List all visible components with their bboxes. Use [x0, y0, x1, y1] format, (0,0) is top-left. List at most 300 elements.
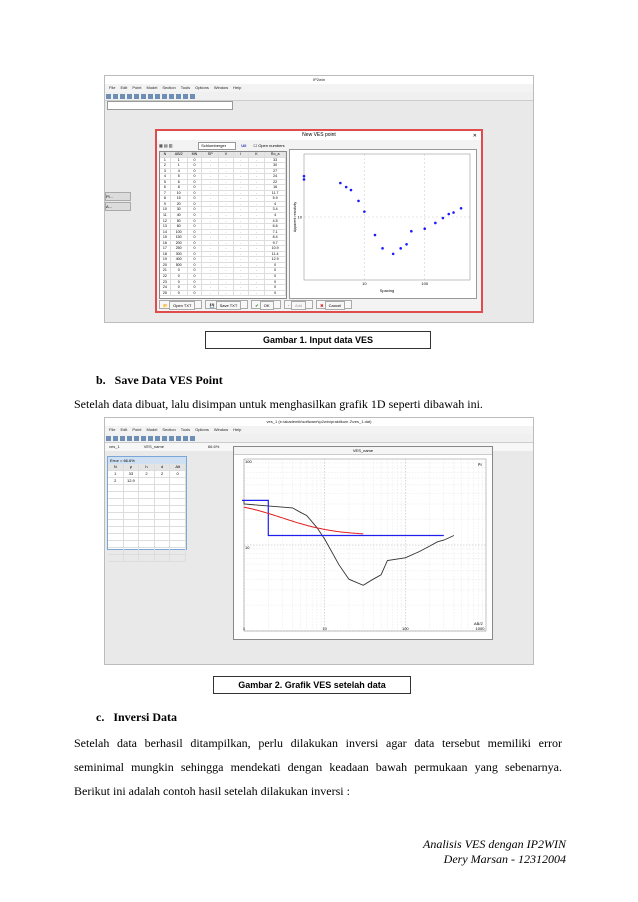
error-cell[interactable]: [155, 506, 171, 512]
error-empty-row[interactable]: [108, 555, 186, 562]
grid-cell[interactable]: .: [202, 280, 219, 285]
error-header-row[interactable]: [108, 464, 186, 471]
grid-cell[interactable]: .: [202, 158, 219, 163]
grid-cell[interactable]: .: [202, 191, 219, 196]
grid-cell[interactable]: .: [219, 158, 234, 163]
grid-cell[interactable]: .: [234, 257, 249, 262]
error-empty-row[interactable]: [108, 492, 186, 499]
grid-cell[interactable]: 100: [171, 230, 188, 235]
error-cell[interactable]: [155, 520, 171, 526]
error-cell[interactable]: [155, 499, 171, 505]
grid-cell[interactable]: 0: [188, 180, 203, 185]
grid-cell[interactable]: .: [202, 169, 219, 174]
print-icon[interactable]: [127, 436, 132, 441]
save-icon[interactable]: [120, 94, 125, 99]
grid-cell[interactable]: 0: [188, 246, 203, 251]
error-cell[interactable]: [170, 499, 186, 505]
grid-cell[interactable]: 0: [188, 268, 203, 273]
error-cell[interactable]: [108, 499, 124, 505]
close-icon[interactable]: ✕: [472, 133, 477, 139]
menu-point[interactable]: Point: [132, 85, 142, 90]
error-cell[interactable]: [170, 555, 186, 561]
error-cell[interactable]: [108, 527, 124, 533]
grid-cell[interactable]: .: [219, 191, 234, 196]
open-icon[interactable]: [113, 94, 118, 99]
new-icon[interactable]: [106, 94, 111, 99]
grid-cell[interactable]: .: [219, 180, 234, 185]
error-cell[interactable]: [124, 513, 140, 519]
grid-cell[interactable]: 60: [171, 224, 188, 229]
grid-cell[interactable]: .: [219, 235, 234, 240]
error-cell[interactable]: [170, 520, 186, 526]
menu-window-2[interactable]: Window: [213, 427, 229, 432]
error-cell[interactable]: [124, 520, 140, 526]
grid-cell[interactable]: 27: [265, 169, 286, 174]
plot-icon[interactable]: [155, 436, 160, 441]
grid-cell[interactable]: 0: [188, 280, 203, 285]
grid-cell[interactable]: 0: [171, 285, 188, 290]
grid-cell[interactable]: K: [249, 152, 266, 157]
grid-cell[interactable]: 17: [160, 246, 171, 251]
grid-cell[interactable]: .: [202, 263, 219, 268]
error-cell[interactable]: [170, 534, 186, 540]
error-cell[interactable]: 1: [108, 471, 124, 477]
grid-cell[interactable]: 30: [265, 163, 286, 168]
grid-cell[interactable]: .: [202, 246, 219, 251]
menu-file[interactable]: File: [109, 85, 116, 90]
grid-cell[interactable]: 22: [160, 274, 171, 279]
model-icon[interactable]: [162, 436, 167, 441]
error-empty-row[interactable]: [108, 527, 186, 534]
grid-cell[interactable]: .: [234, 246, 249, 251]
grid-cell[interactable]: 4.5: [265, 219, 286, 224]
array-type-select[interactable]: Schlumberger: [198, 142, 236, 150]
error-cell[interactable]: [108, 492, 124, 498]
grid-cell[interactable]: 0: [188, 158, 203, 163]
menu-section[interactable]: Section: [162, 85, 176, 90]
tab-ves-name[interactable]: VES_name: [143, 444, 164, 449]
grid-cell[interactable]: 6.6: [265, 224, 286, 229]
grid-cell[interactable]: .: [249, 246, 266, 251]
plot-icon[interactable]: [155, 94, 160, 99]
grid-cell[interactable]: 5.9: [265, 196, 286, 201]
grid-cell[interactable]: .: [249, 180, 266, 185]
open-numbers-checkbox[interactable]: ☐ Open numbers: [253, 143, 285, 148]
grid-cell[interactable]: 0: [265, 280, 286, 285]
error-cell[interactable]: [124, 492, 140, 498]
error-cell[interactable]: [139, 485, 155, 491]
error-cell[interactable]: 2: [155, 471, 171, 477]
grid-cell[interactable]: 5: [160, 180, 171, 185]
grid-cell[interactable]: 24: [160, 285, 171, 290]
grid-cell[interactable]: .: [234, 202, 249, 207]
grid-cell[interactable]: .: [234, 207, 249, 212]
grid-cell[interactable]: .: [234, 185, 249, 190]
error-row[interactable]: [108, 471, 186, 478]
menu-edit-2[interactable]: Edit: [120, 427, 128, 432]
error-cell[interactable]: [139, 520, 155, 526]
error-cell[interactable]: [155, 534, 171, 540]
grid-cell[interactable]: 13: [160, 224, 171, 229]
grid-cell[interactable]: .: [202, 285, 219, 290]
menu-section-2[interactable]: Section: [162, 427, 176, 432]
grid-cell[interactable]: 2: [160, 163, 171, 168]
grid-cell[interactable]: .: [219, 252, 234, 257]
error-cell[interactable]: [170, 478, 186, 484]
error-empty-row[interactable]: [108, 541, 186, 548]
grid-cell[interactable]: 0: [188, 191, 203, 196]
grid-cell[interactable]: 0: [188, 196, 203, 201]
grid-cell[interactable]: .: [219, 291, 234, 296]
error-cell[interactable]: [139, 527, 155, 533]
grid-cell[interactable]: .: [202, 213, 219, 218]
grid-cell[interactable]: 0: [188, 163, 203, 168]
menu-edit[interactable]: Edit: [120, 85, 128, 90]
error-cell[interactable]: 33: [124, 471, 140, 477]
error-cell[interactable]: [108, 555, 124, 561]
cut-icon[interactable]: [134, 436, 139, 441]
grid-cell[interactable]: .: [249, 185, 266, 190]
grid-cell[interactable]: .: [219, 285, 234, 290]
grid-cell[interactable]: 150: [171, 235, 188, 240]
error-empty-row[interactable]: [108, 513, 186, 520]
grid-cell[interactable]: 0: [188, 207, 203, 212]
grid-cell[interactable]: 11: [160, 213, 171, 218]
grid-cell[interactable]: Ro_a: [265, 152, 286, 157]
error-cell[interactable]: [124, 527, 140, 533]
grid-cell[interactable]: .: [234, 285, 249, 290]
error-cell[interactable]: 2: [108, 478, 124, 484]
units-toggle[interactable]: U/I: [241, 143, 247, 148]
grid-cell[interactable]: 40: [171, 213, 188, 218]
error-cell[interactable]: [108, 548, 124, 554]
copy-icon[interactable]: [141, 94, 146, 99]
error-cell[interactable]: [108, 506, 124, 512]
grid-cell[interactable]: 0: [188, 219, 203, 224]
grid-cell[interactable]: .: [249, 257, 266, 262]
tab-error[interactable]: 66.6%: [207, 444, 220, 449]
grid-cell[interactable]: 33: [265, 158, 286, 163]
grid-cell[interactable]: .: [202, 180, 219, 185]
error-cell[interactable]: 0: [170, 471, 186, 477]
error-cell[interactable]: [155, 555, 171, 561]
grid-cell[interactable]: .: [219, 224, 234, 229]
grid-cell[interactable]: 18: [160, 252, 171, 257]
error-cell[interactable]: [170, 492, 186, 498]
grid-cell[interactable]: 1: [160, 158, 171, 163]
grid-cell[interactable]: 10: [171, 191, 188, 196]
grid-cell[interactable]: 7: [160, 191, 171, 196]
grid-cell[interactable]: .: [219, 268, 234, 273]
error-cell[interactable]: [155, 478, 171, 484]
side-tab-pl[interactable]: Pl...: [105, 192, 131, 201]
grid-cell[interactable]: N: [160, 152, 171, 157]
grid-cell[interactable]: .: [219, 219, 234, 224]
grid-cell[interactable]: 12.9: [265, 257, 286, 262]
error-cell[interactable]: [108, 520, 124, 526]
grid-cell[interactable]: .: [219, 169, 234, 174]
grid-cell[interactable]: .: [249, 280, 266, 285]
grid-cell[interactable]: 0: [265, 263, 286, 268]
grid-cell[interactable]: 23: [160, 280, 171, 285]
grid-cell[interactable]: 0: [188, 291, 203, 296]
grid-cell[interactable]: .: [249, 235, 266, 240]
grid-cell[interactable]: 0: [171, 274, 188, 279]
grid-cell[interactable]: .: [202, 185, 219, 190]
error-cell[interactable]: 12.9: [124, 478, 140, 484]
grid-cell[interactable]: .: [249, 213, 266, 218]
error-cell[interactable]: [139, 555, 155, 561]
grid-cell[interactable]: .: [202, 241, 219, 246]
grid-cell[interactable]: .: [249, 219, 266, 224]
grid-cell[interactable]: .: [202, 207, 219, 212]
error-cell[interactable]: [155, 513, 171, 519]
grid-cell[interactable]: .: [202, 163, 219, 168]
error-cell[interactable]: h: [139, 464, 155, 470]
grid-cell[interactable]: .: [219, 196, 234, 201]
grid-cell[interactable]: .: [202, 230, 219, 235]
grid-cell[interactable]: .: [202, 252, 219, 257]
grid-cell[interactable]: 6: [171, 180, 188, 185]
error-cell[interactable]: 2: [139, 471, 155, 477]
grid-cell[interactable]: 0: [188, 257, 203, 262]
grid-cell[interactable]: 4: [265, 202, 286, 207]
help-icon[interactable]: [190, 436, 195, 441]
menu-point-2[interactable]: Point: [132, 427, 142, 432]
error-empty-row[interactable]: [108, 534, 186, 541]
error-cell[interactable]: [170, 541, 186, 547]
grid-cell[interactable]: SP: [202, 152, 219, 157]
cut-icon[interactable]: [134, 94, 139, 99]
menu-options-2[interactable]: Options: [195, 427, 209, 432]
grid-cell[interactable]: .: [249, 202, 266, 207]
grid-cell[interactable]: .: [234, 213, 249, 218]
error-cell[interactable]: [139, 513, 155, 519]
grid-cell[interactable]: 8.4: [265, 235, 286, 240]
grid-cell[interactable]: 0: [265, 285, 286, 290]
grid-cell[interactable]: .: [249, 285, 266, 290]
grid-cell[interactable]: .: [249, 252, 266, 257]
error-empty-row[interactable]: [108, 499, 186, 506]
grid-cell[interactable]: .: [249, 230, 266, 235]
grid-cell[interactable]: 15: [160, 235, 171, 240]
grid-cell[interactable]: .: [249, 241, 266, 246]
grid-cell[interactable]: .: [202, 268, 219, 273]
tab-ves-1[interactable]: ves_1: [109, 444, 120, 449]
grid-cell[interactable]: 20: [171, 202, 188, 207]
paste-icon[interactable]: [148, 436, 153, 441]
save-txt-button[interactable]: 💾 Save TXT: [205, 300, 248, 309]
grid-cell[interactable]: 300: [171, 252, 188, 257]
grid-cell[interactable]: MN: [188, 152, 203, 157]
grid-cell[interactable]: 9.7: [265, 241, 286, 246]
grid-cell[interactable]: 21: [160, 268, 171, 273]
grid-cell[interactable]: 0: [188, 213, 203, 218]
grid-cell[interactable]: .: [234, 230, 249, 235]
grid-cell[interactable]: 19: [160, 257, 171, 262]
grid-cell[interactable]: 0: [188, 185, 203, 190]
grid-cell[interactable]: 4: [171, 169, 188, 174]
grid-cell[interactable]: .: [234, 169, 249, 174]
grid-cell[interactable]: 1: [171, 163, 188, 168]
grid-icon[interactable]: [183, 94, 188, 99]
grid-cell[interactable]: .: [249, 268, 266, 273]
grid-cell[interactable]: 25: [160, 291, 171, 296]
grid-cell[interactable]: 0: [188, 263, 203, 268]
menu-window[interactable]: Window: [213, 85, 229, 90]
error-cell[interactable]: [155, 548, 171, 554]
grid-cell[interactable]: 0: [265, 274, 286, 279]
grid-cell[interactable]: .: [249, 291, 266, 296]
grid-cell[interactable]: .: [234, 224, 249, 229]
grid-cell[interactable]: .: [234, 268, 249, 273]
grid-cell[interactable]: .: [234, 158, 249, 163]
grid-cell[interactable]: 0: [265, 291, 286, 296]
grid-cell[interactable]: 12: [160, 219, 171, 224]
dialog-tool-icons[interactable]: ▦ ▤ ▥: [159, 143, 173, 148]
grid-cell[interactable]: .: [219, 274, 234, 279]
error-cell[interactable]: N: [108, 464, 124, 470]
error-empty-row[interactable]: [108, 485, 186, 492]
grid-cell[interactable]: .: [234, 280, 249, 285]
error-cell[interactable]: [155, 492, 171, 498]
error-cell[interactable]: [124, 499, 140, 505]
grid-cell[interactable]: .: [219, 202, 234, 207]
grid-cell[interactable]: 6: [160, 185, 171, 190]
grid-cell[interactable]: .: [249, 158, 266, 163]
data-grid[interactable]: [159, 151, 287, 299]
menu-model-2[interactable]: Model: [146, 427, 158, 432]
grid-cell[interactable]: 0: [188, 169, 203, 174]
error-empty-row[interactable]: [108, 548, 186, 555]
grid-cell[interactable]: .: [234, 274, 249, 279]
grid-icon[interactable]: [183, 436, 188, 441]
grid-cell[interactable]: .: [202, 257, 219, 262]
grid-cell[interactable]: 9: [160, 202, 171, 207]
grid-cell[interactable]: 0: [188, 241, 203, 246]
grid-cell[interactable]: 14: [160, 230, 171, 235]
error-cell[interactable]: [124, 555, 140, 561]
grid-cell[interactable]: .: [202, 224, 219, 229]
error-cell[interactable]: [155, 541, 171, 547]
grid-cell[interactable]: .: [219, 213, 234, 218]
error-cell[interactable]: [170, 513, 186, 519]
grid-cell[interactable]: AB/2: [171, 152, 188, 157]
grid-cell[interactable]: 0: [171, 280, 188, 285]
help-icon[interactable]: [190, 94, 195, 99]
grid-cell[interactable]: 0: [171, 268, 188, 273]
grid-cell[interactable]: 0: [188, 202, 203, 207]
error-empty-row[interactable]: [108, 520, 186, 527]
error-cell[interactable]: ρ: [124, 464, 140, 470]
grid-cell[interactable]: .: [202, 291, 219, 296]
grid-cell[interactable]: .: [219, 207, 234, 212]
menu-tools-2[interactable]: Tools: [180, 427, 191, 432]
grid-cell[interactable]: .: [219, 241, 234, 246]
grid-cell[interactable]: .: [249, 274, 266, 279]
error-cell[interactable]: [155, 485, 171, 491]
grid-cell[interactable]: .: [249, 191, 266, 196]
grid-cell[interactable]: .: [219, 280, 234, 285]
grid-cell[interactable]: 0: [188, 235, 203, 240]
grid-cell[interactable]: .: [202, 219, 219, 224]
grid-cell[interactable]: I: [234, 152, 249, 157]
grid-cell[interactable]: .: [202, 235, 219, 240]
grid-cell[interactable]: .: [234, 252, 249, 257]
zoom-icon[interactable]: [176, 94, 181, 99]
menu-tools[interactable]: Tools: [180, 85, 191, 90]
menu-options[interactable]: Options: [195, 85, 209, 90]
grid-cell[interactable]: .: [234, 291, 249, 296]
grid-cell[interactable]: .: [249, 263, 266, 268]
grid-cell[interactable]: 11.7: [265, 191, 286, 196]
grid-cell[interactable]: 7.1: [265, 230, 286, 235]
grid-cell[interactable]: 15: [171, 196, 188, 201]
error-cell[interactable]: d: [155, 464, 171, 470]
grid-cell[interactable]: 8: [160, 196, 171, 201]
grid-cell[interactable]: .: [234, 180, 249, 185]
grid-cell[interactable]: 0: [188, 230, 203, 235]
grid-cell[interactable]: .: [202, 274, 219, 279]
grid-cell[interactable]: 22: [265, 180, 286, 185]
section-icon[interactable]: [169, 94, 174, 99]
error-cell[interactable]: [108, 541, 124, 547]
section-icon[interactable]: [169, 436, 174, 441]
grid-cell[interactable]: .: [234, 163, 249, 168]
copy-icon[interactable]: [141, 436, 146, 441]
grid-cell[interactable]: .: [202, 196, 219, 201]
cancel-button[interactable]: ✖ Cancel: [316, 300, 352, 309]
grid-cell[interactable]: 0: [188, 174, 203, 179]
grid-cell[interactable]: .: [249, 169, 266, 174]
grid-cell[interactable]: 250: [171, 246, 188, 251]
add-button[interactable]: + Add: [284, 300, 314, 309]
grid-cell[interactable]: .: [234, 241, 249, 246]
error-grid[interactable]: [108, 464, 186, 562]
error-cell[interactable]: [108, 485, 124, 491]
error-cell[interactable]: [124, 485, 140, 491]
model-icon[interactable]: [162, 94, 167, 99]
error-cell[interactable]: [139, 506, 155, 512]
grid-cell[interactable]: .: [219, 174, 234, 179]
grid-cell[interactable]: 10.9: [265, 246, 286, 251]
grid-cell[interactable]: 0: [188, 285, 203, 290]
error-cell[interactable]: [170, 527, 186, 533]
new-icon[interactable]: [106, 436, 111, 441]
grid-cell[interactable]: .: [219, 257, 234, 262]
side-tab-a[interactable]: A...: [105, 202, 131, 211]
menu-model[interactable]: Model: [146, 85, 158, 90]
menu-file-2[interactable]: File: [109, 427, 116, 432]
error-row[interactable]: [108, 478, 186, 485]
error-cell[interactable]: [124, 541, 140, 547]
grid-cell[interactable]: .: [234, 196, 249, 201]
open-txt-button[interactable]: 📂 Open TXT: [159, 300, 202, 309]
grid-cell[interactable]: 5: [171, 174, 188, 179]
grid-cell[interactable]: 0: [188, 224, 203, 229]
grid-cell[interactable]: .: [249, 196, 266, 201]
grid-cell[interactable]: .: [234, 235, 249, 240]
error-cell[interactable]: [155, 527, 171, 533]
error-cell[interactable]: [139, 548, 155, 554]
error-cell[interactable]: [139, 499, 155, 505]
error-cell[interactable]: [108, 534, 124, 540]
grid-cell[interactable]: .: [219, 163, 234, 168]
menu-help-2[interactable]: Help: [233, 427, 242, 432]
error-cell[interactable]: Alt: [170, 464, 186, 470]
grid-cell[interactable]: .: [234, 219, 249, 224]
grid-cell[interactable]: .: [249, 174, 266, 179]
